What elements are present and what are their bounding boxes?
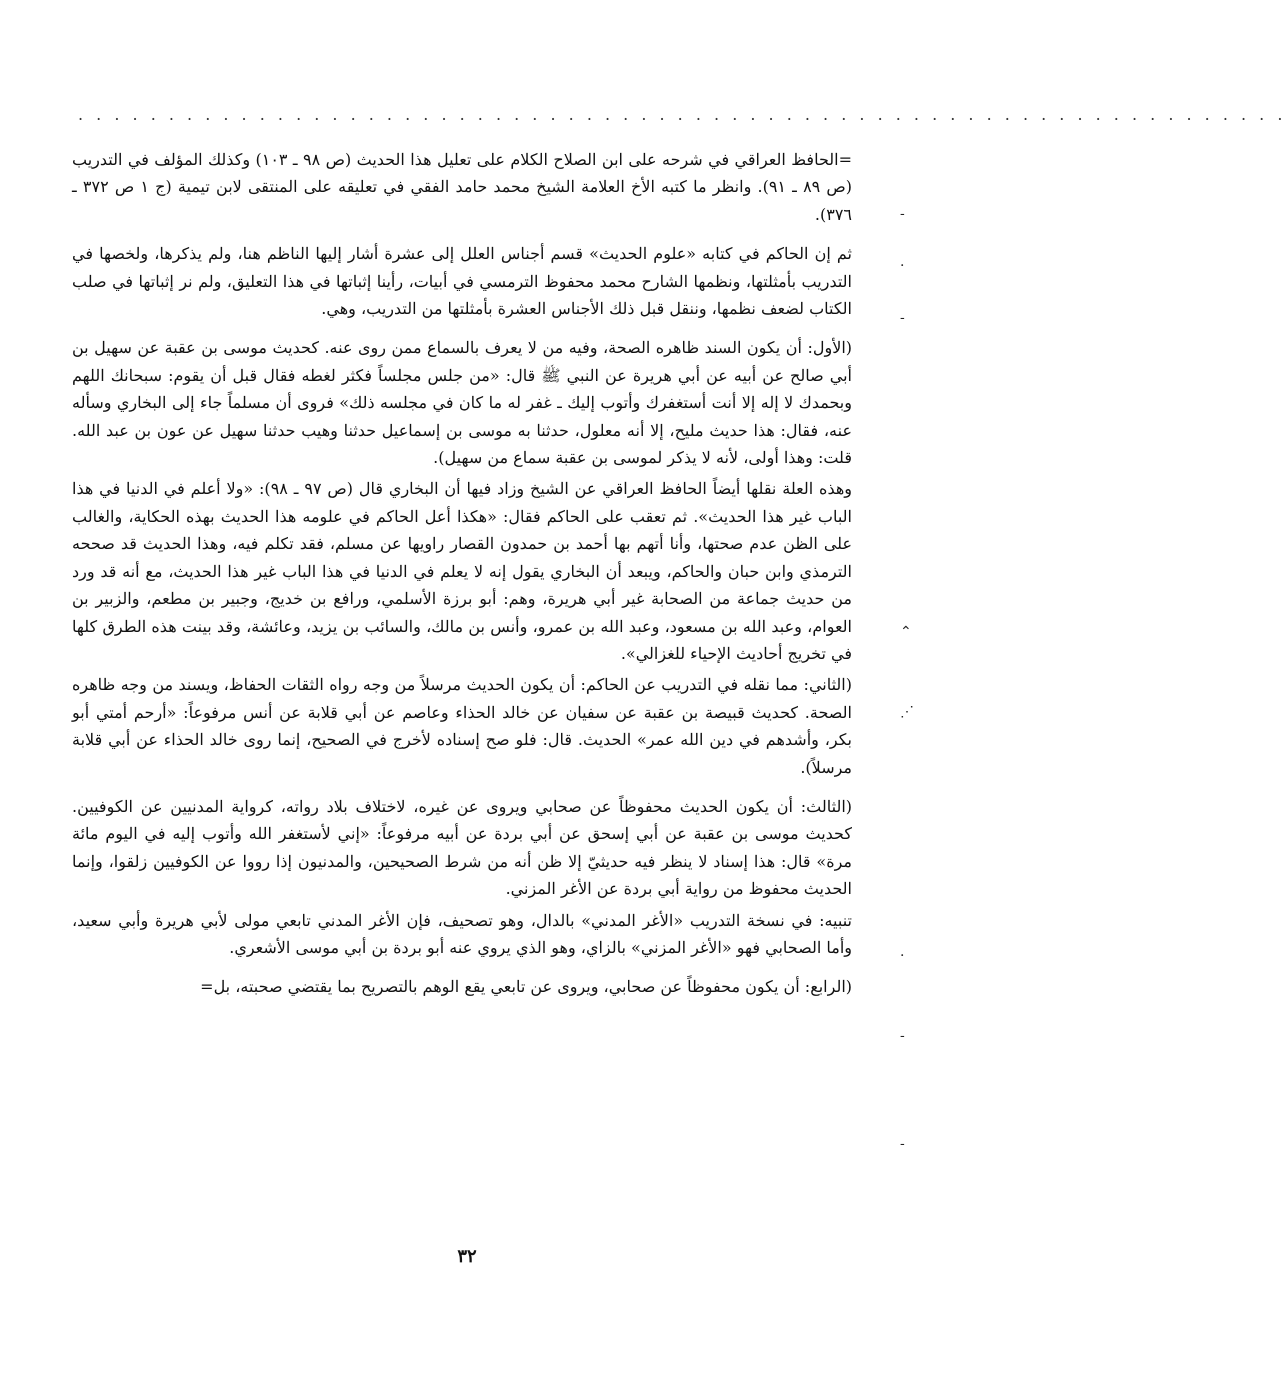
margin-speck: ⌃ — [900, 624, 912, 640]
paragraph-third-genus: (الثالث: أن يكون الحديث محفوظاً عن صحابي ويروى عن غيره، لاختلاف بلاد رواته، كرواية المدنيين عن الكوفيين. كحديث موسى بن عقبة عن أبي إسحق عن أبي بردة عن أبيه مرفوعاً: «إني لأستغفر الله وأتوب إليه في اليوم مائة مرة» قال: هذا إسناد لا ينظر فيه حديثيّ إلا ظن أنه من شرط الصحيحين، والمدنيون إذا رووا عن الكوفيين زلقوا، وإنما الحديث محفوظ من رواية أبي بردة عن الأغر المزني. — [72, 796, 852, 899]
margin-speck: · — [900, 948, 905, 964]
margin-speck: - — [900, 1028, 905, 1044]
margin-speck: · — [900, 258, 905, 274]
margin-speck: - — [900, 206, 905, 222]
paragraph-fourth-genus: (الرابع: أن يكون محفوظاً عن صحابي، ويروى عن تابعي يقع الوهم بالتصريح بما يقتضي صحبته، بل= — [200, 977, 852, 997]
page-number: ٣٢ — [457, 1246, 477, 1267]
margin-speck: - — [900, 310, 905, 326]
paragraph-continued-note: =الحافظ العراقي في شرحه على ابن الصلاح الكلام على تعليل هذا الحديث (ص ٩٨ ـ ١٠٣) وكذلك المؤلف في التدريب (ص ٨٩ ـ ٩١). وانظر ما كتبه الأخ العلامة الشيخ محمد حامد الفقي في تعليقه على المنتقى لابن تيمية (ج ١ ص ٣٧٢ ـ ٣٧٦). — [72, 150, 853, 224]
paragraph-iraqi-comment: وهذه العلة نقلها أيضاً الحافظ العراقي عن الشيخ وزاد فيها أن البخاري قال (ص ٩٧ ـ ٩٨): «ولا أعلم في الدنيا في هذا الباب غير هذا الحديث». ثم تعقب على الحاكم فقال: «هكذا أعل الحاكم في علومه هذا الحديث بهذه الحكاية، والغالب على الظن عدم صحتها، وأنا أتهم بها أحمد بن حمدون القصار راويها عن مسلم، فقد تكلم فيه، وهذا الحديث قد صححه الترمذي وابن حبان والحاكم، ويبعد أن البخاري يقول إنه لا يعلم في الدنيا في هذا الباب غير هذا الحديث، مع أنه قد ورد من حديث جماعة من الصحابة غير أبي هريرة، وهم: أبو برزة الأسلمي، ورافع بن خديج، وجبير بن مطعم، والزبير بن العوام، وعبد الله بن مسعود، وعبد الله بن عمرو، وأنس بن مالك، والسائب بن يزيد، وعائشة، وقد بينت هذه الطرق كلها في تخريج أحاديث الإحياء للغزالي». — [72, 479, 853, 663]
footnote-text-block — [72, 146, 852, 1005]
paragraph-notice: تنبيه: في نسخة التدريب «الأغر المدني» بالدال، وهو تصحيف، فإن الأغر المدني تابعي مولى لأبي هريرة وأبي سعيد، وأما الصحابي فهو «الأغر المزني» بالزاي، وهو الذي يروي عنه أبو بردة بن أبي موسى الأشعري. — [72, 910, 852, 957]
paragraph-first-genus: (الأول: أن يكون السند ظاهره الصحة، وفيه من لا يعرف بالسماع ممن روى عنه. كحديث موسى بن عقبة عن سهيل بن أبي صالح عن أبيه عن أبي هريرة عن النبي ﷺ قال: «من جلس مجلساً فكثر لغطه فقال قبل أن يقوم: سبحانك اللهم وبحمدك لا إله إلا أنت أستغفرك وأتوب إليك ـ غفر له ما كان في مجلسه ذلك» فروى أن مسلماً جاء إلى البخاري وسأله عنه، فقال: هذا حديث مليح، إلا أنه معلول، حدثنا به موسى بن إسماعيل حدثنا وهيب حدثنا سهيل عن عون بن عبد الله. قلت: وهذا أولى، لأنه لا يذكر لموسى بن عقبة سماع من سهيل). — [72, 338, 853, 468]
paragraph-hakim-intro: ثم إن الحاكم في كتابه «علوم الحديث» قسم أجناس العلل إلى عشرة أشار إليها الناظم هنا، ولم يذكرها، ولخصها في التدريب بأمثلتها، ونظمها الشارح محمد محفوظ الترمسي في أبيات، رأينا إثباتها في هذا التعليق، ولم نر إثباتها في صلب الكتاب لضعف نظمها، وننقل قبل ذلك الأجناس العشرة بأمثلتها من التدريب، وهي. — [72, 244, 852, 319]
margin-speck: ⋰ — [900, 704, 914, 720]
footnote-separator-dotted-rule: . . . . . . . . . . . . . . . . . . . . . . . . . . . . . . . . . . . . . . . . . . . . . . . . . . . . . . . . . . . . . . . . . . . — [78, 105, 1286, 124]
margin-speck: - — [900, 1136, 905, 1152]
paragraph-second-genus: (الثاني: مما نقله في التدريب عن الحاكم: أن يكون الحديث مرسلاً من وجه رواه الثقات الحفاظ، ويسند من وجه ظاهره الصحة. كحديث قبيصة بن عقبة عن سفيان عن خالد الحذاء وعاصم عن أبي قلابة عن أنس مرفوعاً: «أرحم أمتي أبو بكر، وأشدهم في دين الله عمر» الحديث. قال: فلو صح إسناده لأخرج في الصحيح، إنما روى خالد الحذاء عن أبي قلابة مرسلاً). — [72, 675, 852, 777]
